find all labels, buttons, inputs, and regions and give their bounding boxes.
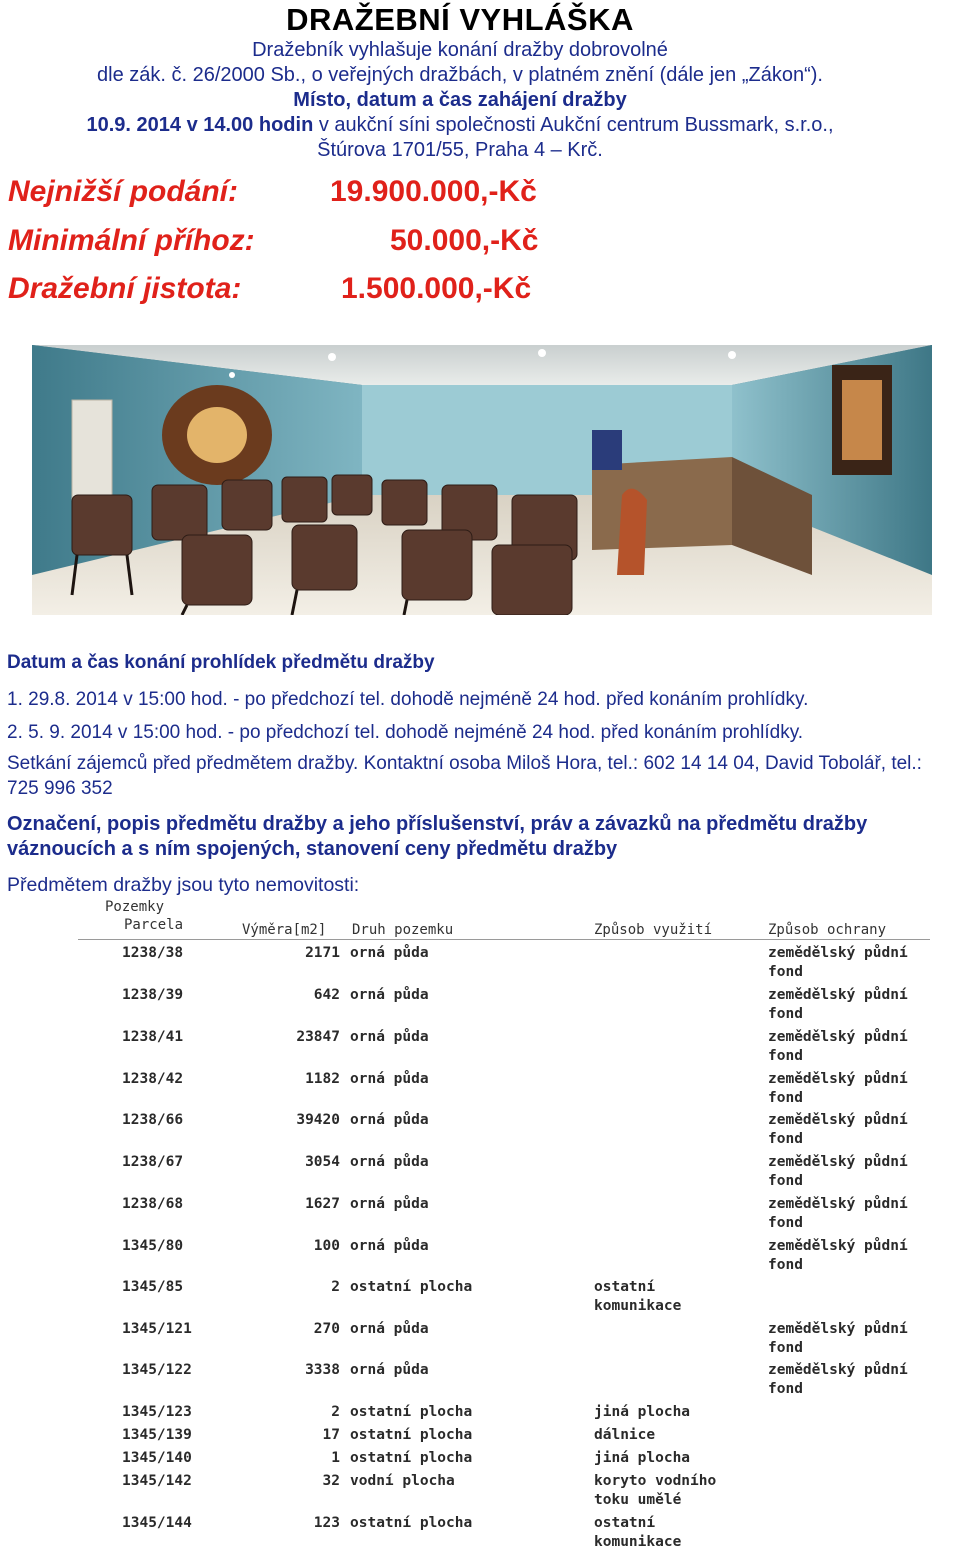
auction-venue: v aukční síni společnosti Aukční centrum Bussmark, s.r.o.,	[313, 114, 834, 136]
parcel-cell: 1238/66	[122, 1112, 184, 1128]
land-use-cell: jiná plocha	[594, 1404, 691, 1420]
area-cell: 39420	[296, 1112, 340, 1128]
col-header-use: Způsob využití	[594, 922, 713, 938]
viewings-heading: Datum a čas konání prohlídek předmětu dražby	[7, 652, 435, 673]
land-kind-cell: ostatní plocha	[350, 1515, 473, 1531]
protection-cell: zemědělský půdní fond	[768, 945, 908, 980]
viewing-item-1: 1. 29.8. 2014 v 15:00 hod. - po předchozí tel. dohodě nejméně 24 hod. před konáním prohlídky.	[7, 689, 809, 710]
parcel-cell: 1238/38	[122, 945, 184, 961]
land-kind-cell: ostatní plocha	[350, 1279, 473, 1295]
parcel-cell: 1345/142	[122, 1473, 192, 1489]
land-use-cell: ostatní komunikace	[594, 1515, 682, 1550]
parcel-cell: 1345/122	[122, 1362, 192, 1378]
area-cell: 642	[313, 987, 340, 1003]
parcel-cell: 1345/121	[122, 1321, 192, 1337]
protection-cell: zemědělský půdní fond	[768, 1238, 908, 1273]
viewing-item-2: 2. 5. 9. 2014 v 15:00 hod. - po předchozí tel. dohodě nejméně 24 hod. před konáním prohlídky.	[7, 722, 804, 743]
area-cell: 3338	[305, 1362, 340, 1378]
parcel-cell: 1345/144	[122, 1515, 192, 1531]
area-cell: 2	[331, 1279, 340, 1295]
land-kind-cell: orná půda	[350, 1029, 429, 1045]
land-kind-cell: vodní plocha	[350, 1473, 455, 1489]
area-cell: 17	[322, 1427, 340, 1443]
price-label: Dražební jistota:	[8, 272, 242, 305]
area-cell: 23847	[296, 1029, 340, 1045]
land-kind-cell: orná půda	[350, 1071, 429, 1087]
viewings-meeting-info: Setkání zájemců před předmětem dražby. Kontaktní osoba Miloš Hora, tel.: 602 14 14 04, David Tobolář, tel.: 725 996 352	[7, 753, 922, 799]
parcel-cell: 1238/39	[122, 987, 184, 1003]
parcel-cell: 1238/42	[122, 1071, 184, 1087]
price-value: 1.500.000,-Kč	[341, 272, 532, 305]
area-cell: 2171	[305, 945, 340, 961]
land-kind-cell: ostatní plocha	[350, 1450, 473, 1466]
auction-datetime: 10.9. 2014 v 14.00 hodin	[86, 114, 314, 136]
protection-cell: zemědělský půdní fond	[768, 1154, 908, 1189]
col-header-protection: Způsob ochrany	[768, 922, 887, 938]
header-line-1: Dražebník vyhlašuje konání dražby dobrovolné	[252, 39, 668, 61]
land-use-cell: koryto vodního toku umělé	[594, 1473, 717, 1508]
header-line-2: dle zák. č. 26/2000 Sb., o veřejných dražbách, v platném znění (dále jen „Zákon“).	[97, 64, 823, 86]
land-kind-cell: orná půda	[350, 1238, 429, 1254]
protection-cell: zemědělský půdní fond	[768, 1362, 908, 1397]
area-cell: 1	[331, 1450, 340, 1466]
land-kind-cell: orná půda	[350, 1112, 429, 1128]
parcel-cell: 1238/67	[122, 1154, 184, 1170]
document-title: DRAŽEBNÍ VYHLÁŠKA	[286, 2, 634, 37]
price-label: Minimální příhoz:	[8, 224, 255, 257]
price-value: 19.900.000,-Kč	[330, 175, 537, 208]
protection-cell: zemědělský půdní fond	[768, 1321, 908, 1356]
area-cell: 32	[322, 1473, 340, 1489]
protection-cell: zemědělský půdní fond	[768, 1071, 908, 1106]
parcel-cell: 1345/85	[122, 1279, 184, 1295]
parcel-cell: 1345/80	[122, 1238, 184, 1254]
subject-intro: Předmětem dražby jsou tyto nemovitosti:	[7, 874, 360, 896]
area-cell: 3054	[305, 1154, 340, 1170]
col-header-area: Výměra[m2]	[242, 922, 327, 938]
land-use-cell: jiná plocha	[594, 1450, 691, 1466]
land-kind-cell: orná půda	[350, 987, 429, 1003]
price-label: Nejnižší podání:	[8, 175, 239, 208]
parcels-section-label: Pozemky	[105, 899, 165, 915]
col-header-parcel: Parcela	[124, 917, 184, 933]
parcel-cell: 1345/123	[122, 1404, 192, 1420]
subject-heading: Označení, popis předmětu dražby a jeho příslušenství, práv a závazků na předmětu dražby váznoucích a s ním spojených, stanovení ceny předmětu dražby	[7, 813, 868, 860]
col-header-kind: Druh pozemku	[352, 922, 454, 938]
land-use-cell: dálnice	[594, 1427, 656, 1443]
protection-cell: zemědělský půdní fond	[768, 1112, 908, 1147]
area-cell: 2	[331, 1404, 340, 1420]
protection-cell: zemědělský půdní fond	[768, 1029, 908, 1064]
area-cell: 270	[313, 1321, 340, 1337]
land-kind-cell: orná půda	[350, 1362, 429, 1378]
land-kind-cell: ostatní plocha	[350, 1427, 473, 1443]
land-kind-cell: orná půda	[350, 1321, 429, 1337]
protection-cell: zemědělský půdní fond	[768, 987, 908, 1022]
area-cell: 1627	[305, 1196, 340, 1212]
parcel-cell: 1345/140	[122, 1450, 192, 1466]
parcel-cell: 1345/139	[122, 1427, 192, 1443]
protection-cell: zemědělský půdní fond	[768, 1196, 908, 1231]
area-cell: 123	[313, 1515, 340, 1531]
land-use-cell: ostatní komunikace	[594, 1279, 682, 1314]
land-kind-cell: orná půda	[350, 1196, 429, 1212]
header-line-3: Místo, datum a čas zahájení dražby	[293, 89, 627, 111]
land-kind-cell: ostatní plocha	[350, 1404, 473, 1420]
parcel-cell: 1238/41	[122, 1029, 184, 1045]
area-cell: 1182	[305, 1071, 340, 1087]
area-cell: 100	[313, 1238, 340, 1254]
price-value: 50.000,-Kč	[390, 224, 539, 257]
land-kind-cell: orná půda	[350, 945, 429, 961]
land-kind-cell: orná půda	[350, 1154, 429, 1170]
header-line-5: Štúrova 1701/55, Praha 4 – Krč.	[317, 139, 603, 161]
parcel-cell: 1238/68	[122, 1196, 184, 1212]
